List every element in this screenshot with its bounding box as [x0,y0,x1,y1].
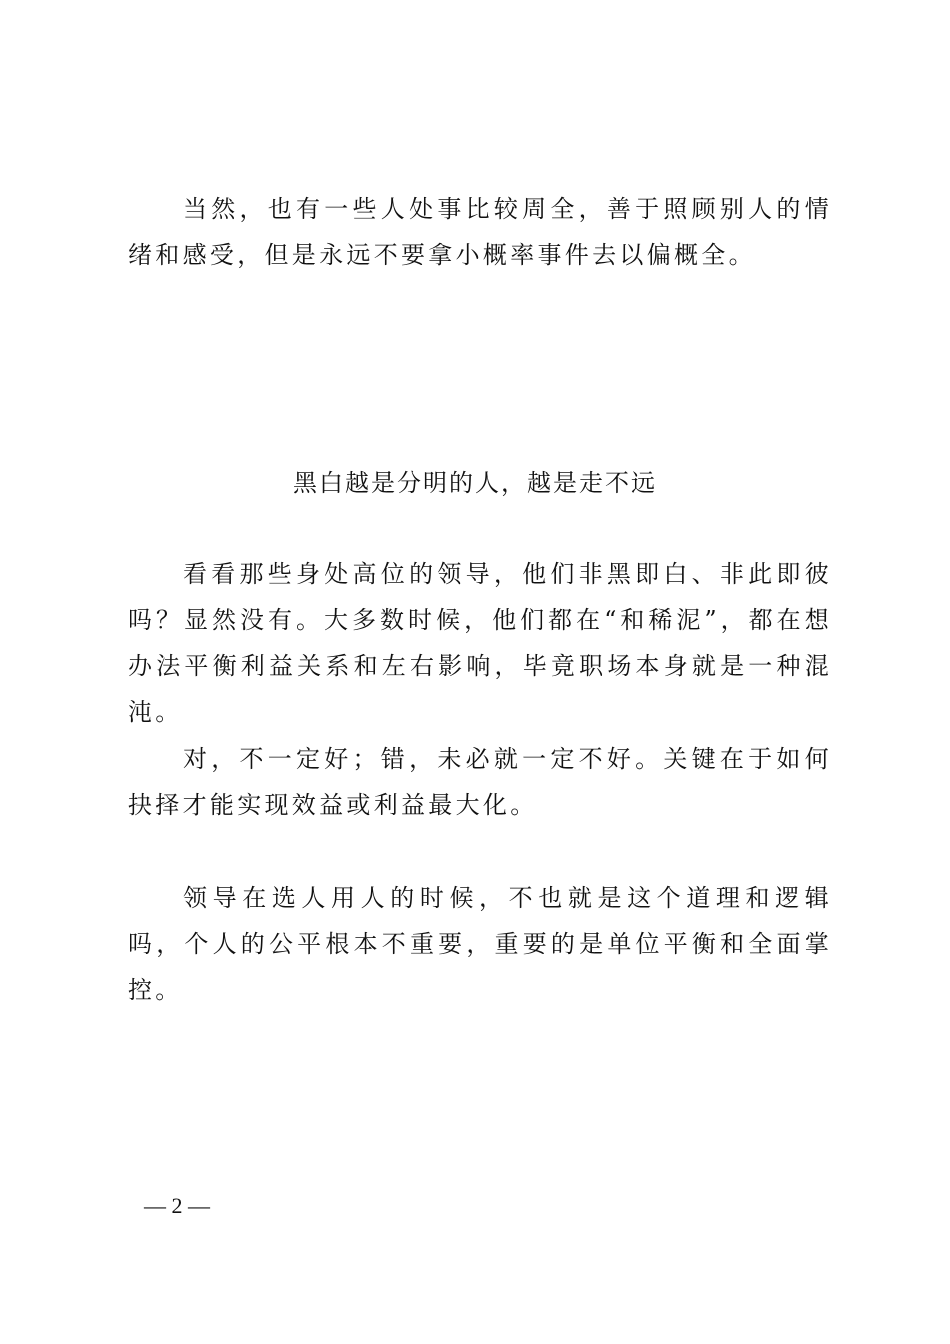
section-heading: 黑白越是分明的人，越是走不远 [293,469,657,497]
body-paragraph: 领导在选人用人的时候，不也就是这个道理和逻辑吗，个人的公平根本不重要，重要的是单位平衡和全面掌控。 [128,884,832,1004]
body-paragraph: 对，不一定好；错，未必就一定不好。关键在于如何抉择才能实现效益或利益最大化。 [128,745,832,819]
body-paragraph: 当然，也有一些人处事比较周全，善于照顾别人的情绪和感受，但是永远不要拿小概率事件去以偏概全。 [128,195,832,269]
page-number: — 2 — [144,1193,210,1218]
body-paragraph: 看看那些身处高位的领导，他们非黑即白、非此即彼吗？显然没有。大多数时候，他们都在“和稀泥”，都在想办法平衡利益关系和左右影响，毕竟职场本身就是一种混沌。 [128,560,832,726]
